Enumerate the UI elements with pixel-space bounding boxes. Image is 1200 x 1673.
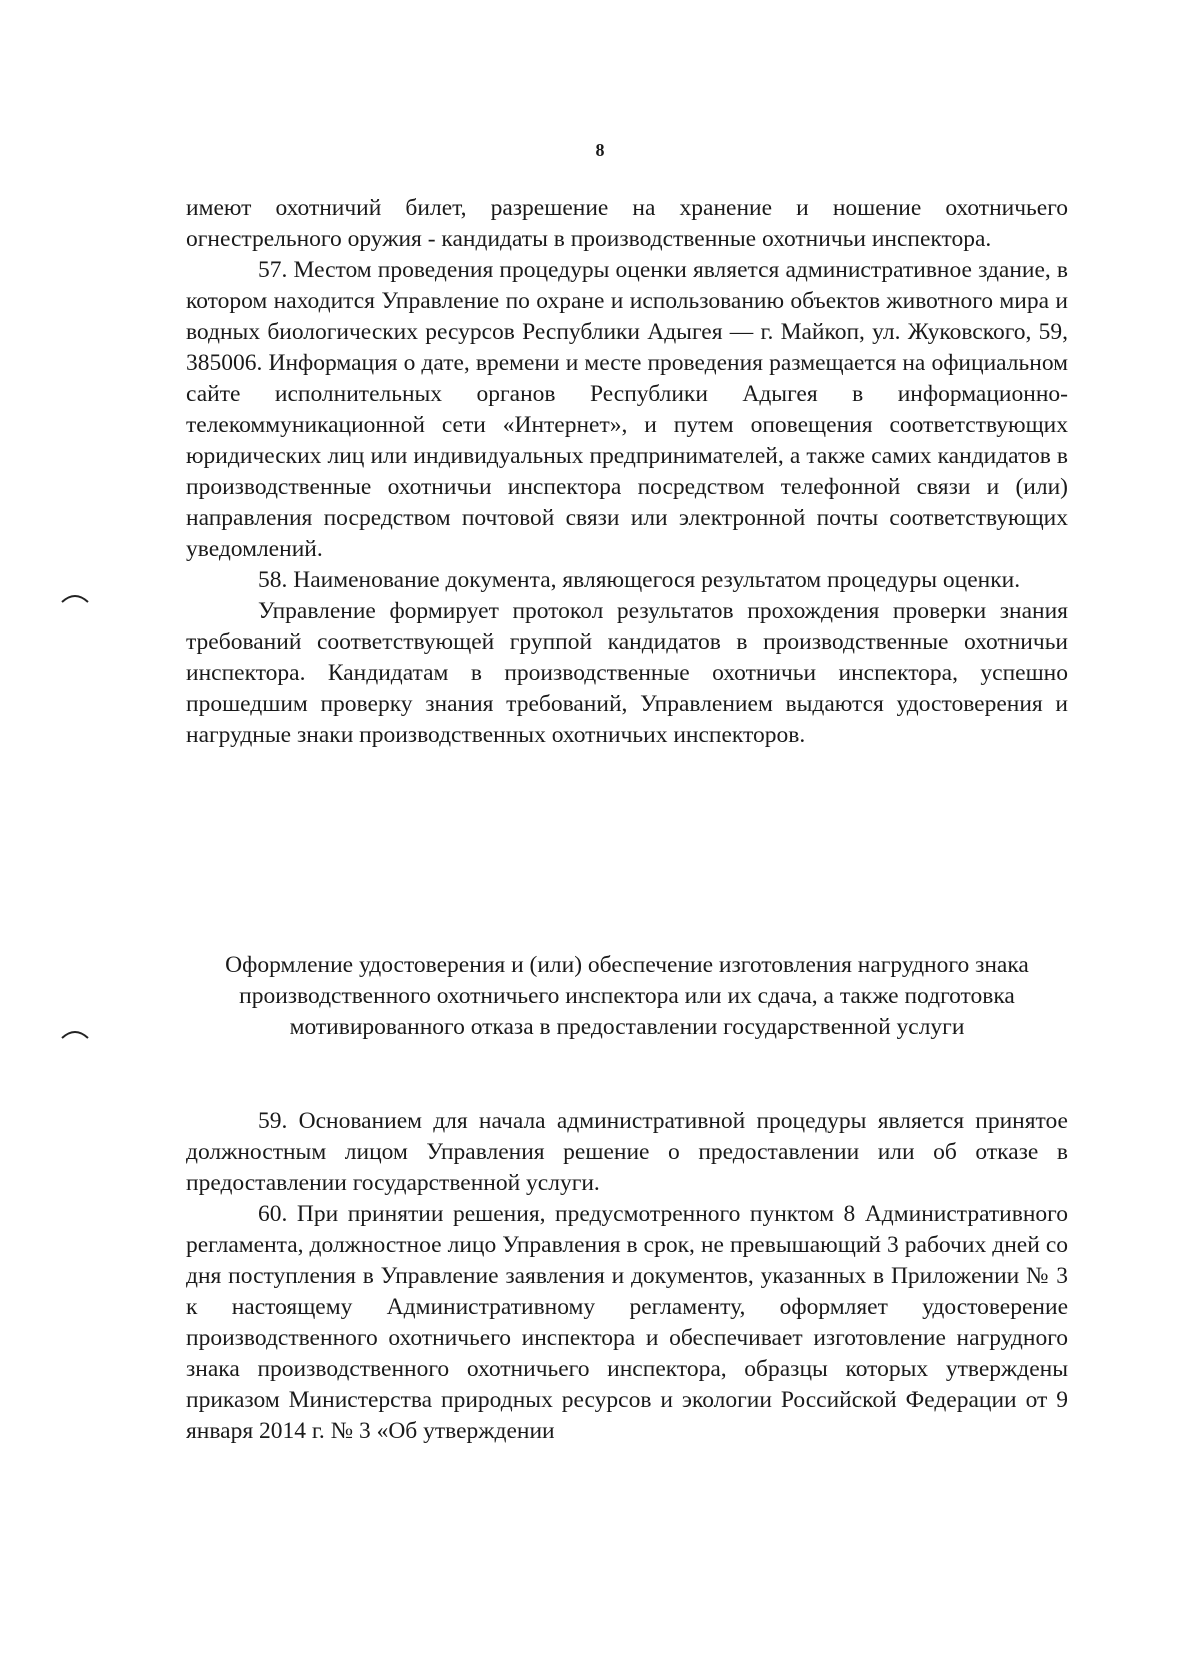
section-heading: Оформление удостоверения и (или) обеспечение изготовления нагрудного знака производственного охотничьего инспектора или их сдача, а также подготовка мотивированного отказа в предоставлении государственной услуги bbox=[225, 952, 1029, 1040]
text-block-top bbox=[186, 193, 1068, 751]
binding-hole-mark-lower bbox=[60, 1028, 90, 1040]
paragraph-58-body: Управление формирует протокол результатов прохождения проверки знания требований соответствующей группой кандидатов в производственные охотничьи инспектора. Кандидатам в производственные охотничьи инспектора, успешно прошедшим проверку знания требований, Управлением выдаются удостоверения и нагрудные знаки производственных охотничьих инспекторов. bbox=[186, 598, 1068, 748]
paragraph-57: 57. Местом проведения процедуры оценки является административное здание, в котором находится Управление по охране и использованию объектов животного мира и водных биологических ресурсов Республики Адыгея — г. Майкоп, ул. Жуковского, 59, 385006. Информация о дате, времени и месте проведения размещается на официальном сайте исполнительных органов Республики Адыгея в информационно-телекоммуникационной сети «Интернет», и путем оповещения соответствующих юридических лиц или индивидуальных предпринимателей, а также самих кандидатов в производственные охотничьи инспектора посредством телефонной связи и (или) направления посредством почтовой связи или электронной почты соответствующих уведомлений. bbox=[186, 257, 1068, 562]
text-block-bottom bbox=[186, 1106, 1068, 1447]
binding-hole-mark-upper bbox=[60, 592, 90, 604]
paragraph-59: 59. Основанием для начала административной процедуры является принятое должностным лицом Управления решение о предоставлении или об отказе в предоставлении государственной услуги. bbox=[186, 1108, 1068, 1196]
paragraph-56-continuation: имеют охотничий билет, разрешение на хранение и ношение охотничьего огнестрельного оружия - кандидаты в производственные охотничьи инспектора. bbox=[186, 195, 1068, 252]
paragraph-60: 60. При принятии решения, предусмотренного пунктом 8 Административного регламента, должностное лицо Управления в срок, не превышающий 3 рабочих дней со дня поступления в Управление заявления и документов, указанных в Приложении № 3 к настоящему Административному регламенту, оформляет удостоверение производственного охотничьего инспектора и обеспечивает изготовление нагрудного знака производственного охотничьего инспектора, образцы которых утверждены приказом Министерства природных ресурсов и экологии Российской Федерации от 9 января 2014 г. № 3 «Об утверждении bbox=[186, 1201, 1068, 1444]
paragraph-58: 58. Наименование документа, являющегося результатом процедуры оценки. bbox=[258, 567, 1021, 593]
page-number: 8 bbox=[595, 140, 605, 160]
